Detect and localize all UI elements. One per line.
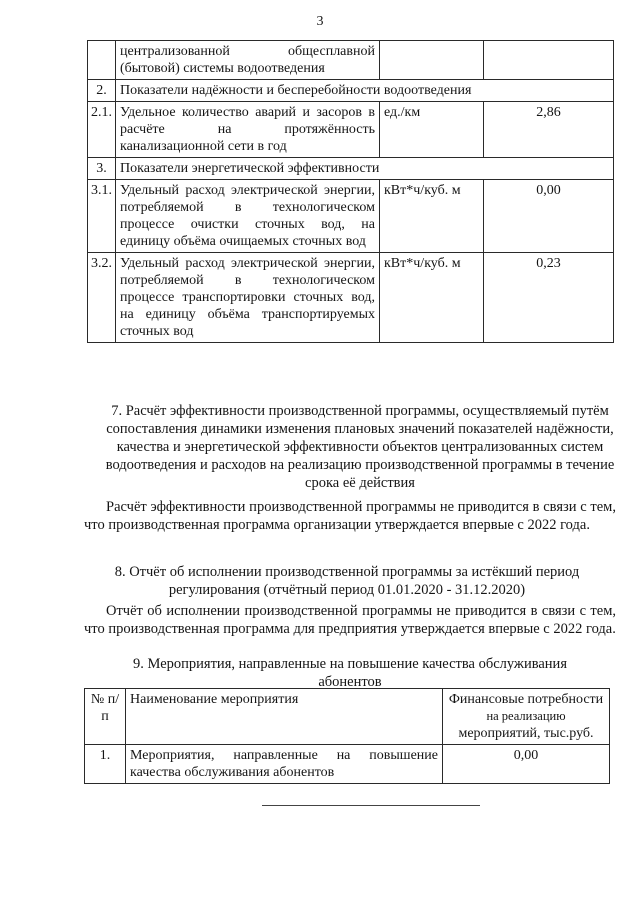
table-row [88,102,614,158]
table-row [85,745,610,784]
row-number: 2.1. [88,102,116,158]
indicator-name: Удельный расход электрической энергии, потребляемой в технологическом процессе очистки сточных вод, на единицу объёма очищаемых сточных вод [116,180,380,253]
measures-table [84,688,610,784]
section-number: 3. [88,158,116,180]
measure-name: Мероприятия, направленные на повышение качества обслуживания абонентов [126,745,443,784]
measure-cost: 0,00 [443,745,610,784]
section-8-text: Отчёт об исполнении производственной программы не приводится в связи с тем, что производственная программа для предприятия утверждается впервые с 2022 года. [84,603,616,637]
table-row [88,41,614,80]
indicator-name: централизованной общесплавной (бытовой) системы водоотведения [116,41,380,80]
row-number: 3.2. [88,253,116,343]
section-number: 2. [88,80,116,102]
table-section-row [88,80,614,102]
section-title: Показатели энергетической эффективности [116,158,614,180]
section-8-heading: 8. Отчёт об исполнении производственной программы за истёкший период регулирования (отчётный период 01.01.2020 - 31.12.2020) [114,564,580,598]
row-number [88,41,116,80]
column-header-number: № п/п [85,689,126,745]
table-section-row [88,158,614,180]
indicator-unit [380,41,484,80]
indicator-unit: ед./км [380,102,484,158]
indicator-name: Удельное количество аварий и засоров в расчёте на протяжённость канализационной сети в год [116,102,380,158]
indicators-table [87,40,614,343]
section-9-heading: 9. Мероприятия, направленные на повышение качества обслуживания абонентов [133,656,567,690]
indicator-value: 2,86 [484,102,614,158]
finance-header-line-3: мероприятий, тыс.руб. [458,726,594,741]
section-7-heading: 7. Расчёт эффективности производственной программы, осуществляемый путём сопоставления динамики изменения плановых значений показателей надёжности, качества и энергетической эффективности объектов централизованных систем водоотведения и расходов на реализацию производственной программы в течение срока её действия [105,403,615,491]
section-title: Показатели надёжности и бесперебойности водоотведения [116,80,614,102]
finance-header-line-1: Финансовые потребности [448,692,604,707]
indicator-value: 0,23 [484,253,614,343]
page-number: 3 [316,14,324,29]
table-header-row [85,689,610,745]
indicator-name: Удельный расход электрической энергии, потребляемой в технологическом процессе транспортировки сточных вод, на единицу объёма транспортируемых сточных вод [116,253,380,343]
indicator-unit: кВт*ч/куб. м [380,180,484,253]
row-number: 3.1. [88,180,116,253]
indicator-unit: кВт*ч/куб. м [380,253,484,343]
indicator-value: 0,00 [484,180,614,253]
indicator-value [484,41,614,80]
end-rule [262,805,480,806]
finance-header-line-2: на реализацию [486,709,566,723]
row-number: 1. [85,745,126,784]
table-row [88,180,614,253]
column-header-name: Наименование мероприятия [126,689,443,745]
section-7-text: Расчёт эффективности производственной программы не приводится в связи с тем, что производственная программа организации утверждается впервые с 2022 года. [84,499,616,533]
table-row [88,253,614,343]
column-header-finance [443,689,610,745]
